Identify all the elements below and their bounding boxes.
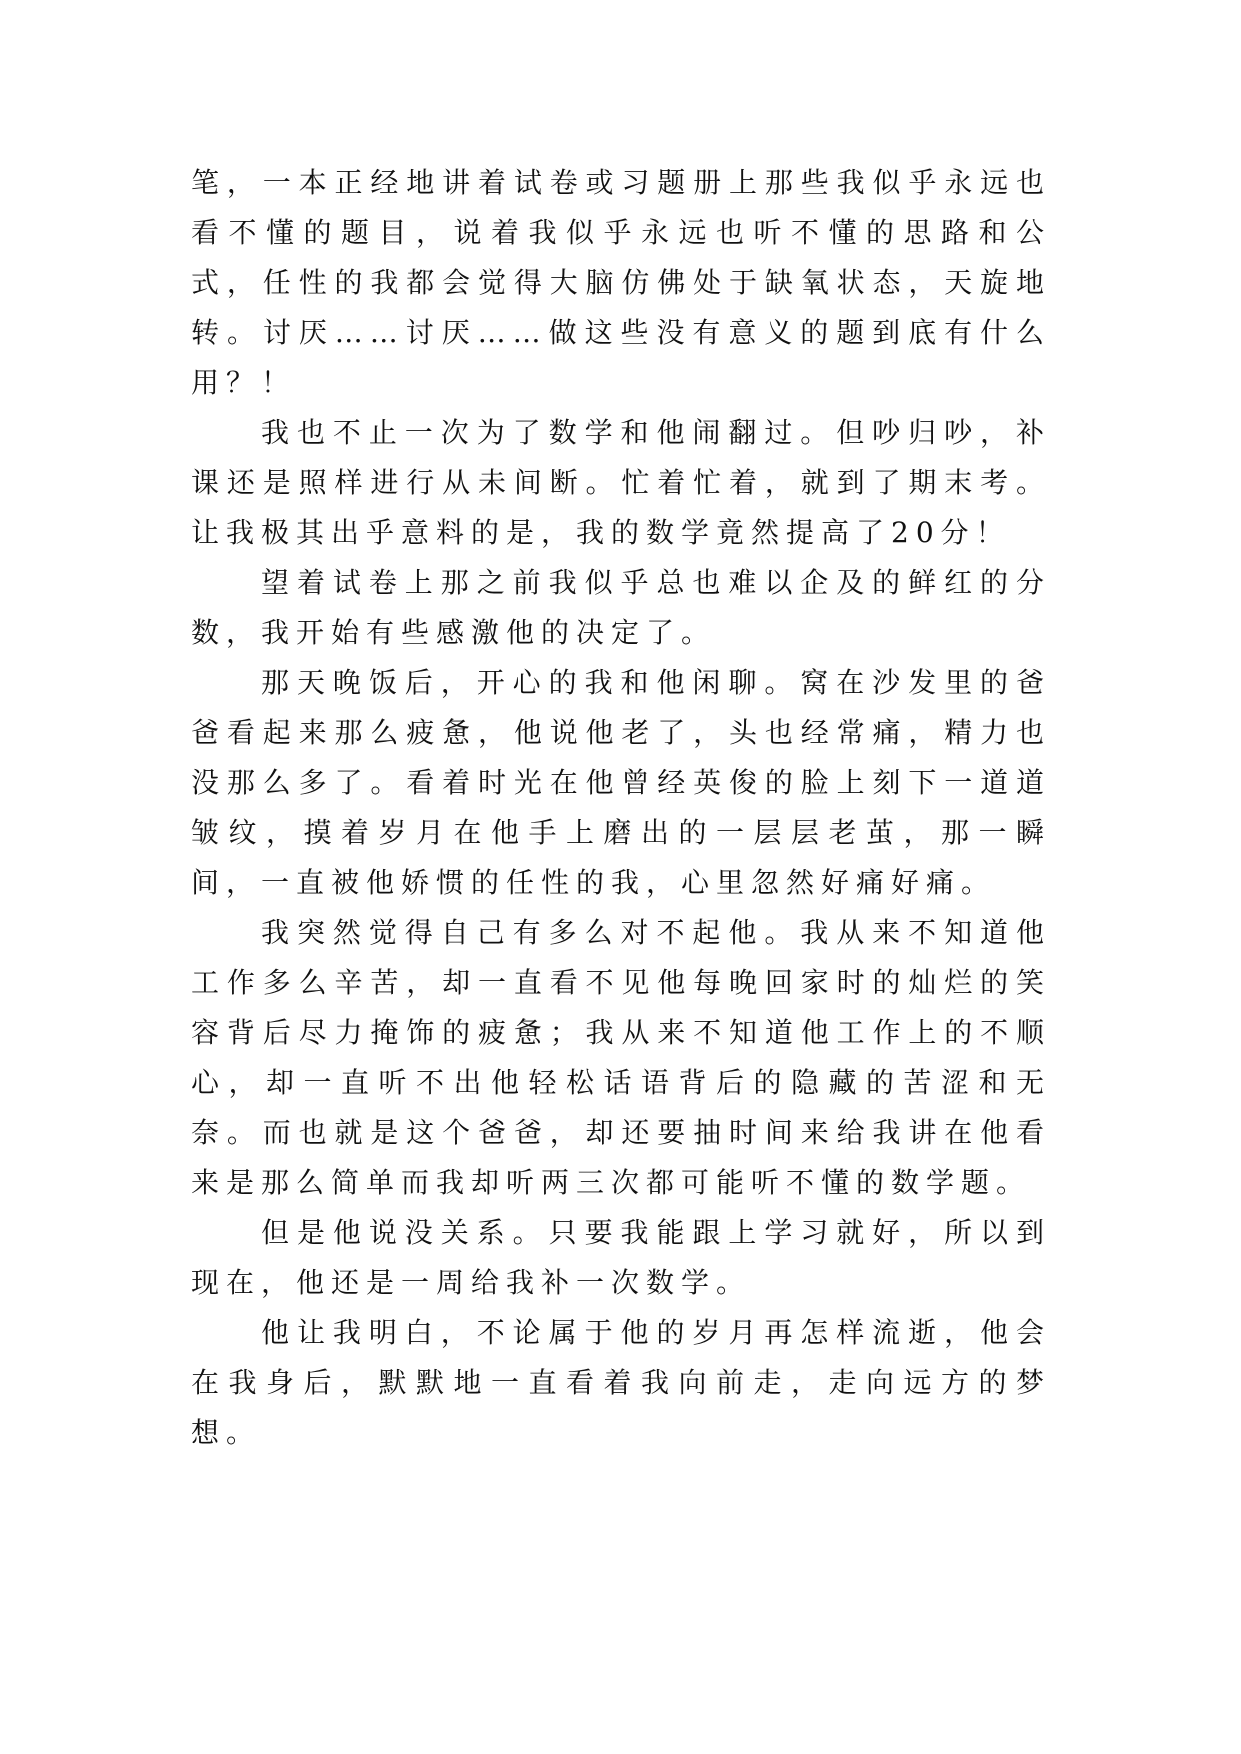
document-body (191, 158, 1051, 1458)
paragraph-1: 笔，一本正经地讲着试卷或习题册上那些我似乎永远也看不懂的题目，说着我似乎永远也听不懂的思路和公式，任性的我都会觉得大脑仿佛处于缺氧状态，天旋地转。讨厌……讨厌……做这些没有意义的题到底有什么用？！ (191, 166, 1051, 399)
paragraph-2: 我也不止一次为了数学和他闹翻过。但吵归吵，补课还是照样进行从未间断。忙着忙着，就到了期末考。让我极其出乎意料的是，我的数学竟然提高了20分！ (191, 416, 1051, 549)
paragraph-4: 那天晚饭后，开心的我和他闲聊。窝在沙发里的爸爸看起来那么疲惫，他说他老了，头也经常痛，精力也没那么多了。看着时光在他曾经英俊的脸上刻下一道道皱纹，摸着岁月在他手上磨出的一层层老茧，那一瞬间，一直被他娇惯的任性的我，心里忽然好痛好痛。 (191, 666, 1051, 899)
paragraph-5: 我突然觉得自己有多么对不起他。我从来不知道他工作多么辛苦，却一直看不见他每晚回家时的灿烂的笑容背后尽力掩饰的疲惫；我从来不知道他工作上的不顺心，却一直听不出他轻松话语背后的隐藏的苦涩和无奈。而也就是这个爸爸，却还要抽时间来给我讲在他看来是那么简单而我却听两三次都可能听不懂的数学题。 (191, 916, 1051, 1199)
paragraph-6: 但是他说没关系。只要我能跟上学习就好，所以到现在，他还是一周给我补一次数学。 (191, 1216, 1051, 1299)
paragraph-7: 他让我明白，不论属于他的岁月再怎样流逝，他会在我身后，默默地一直看着我向前走，走向远方的梦想。 (191, 1316, 1051, 1449)
paragraph-3: 望着试卷上那之前我似乎总也难以企及的鲜红的分数，我开始有些感激他的决定了。 (191, 566, 1051, 649)
